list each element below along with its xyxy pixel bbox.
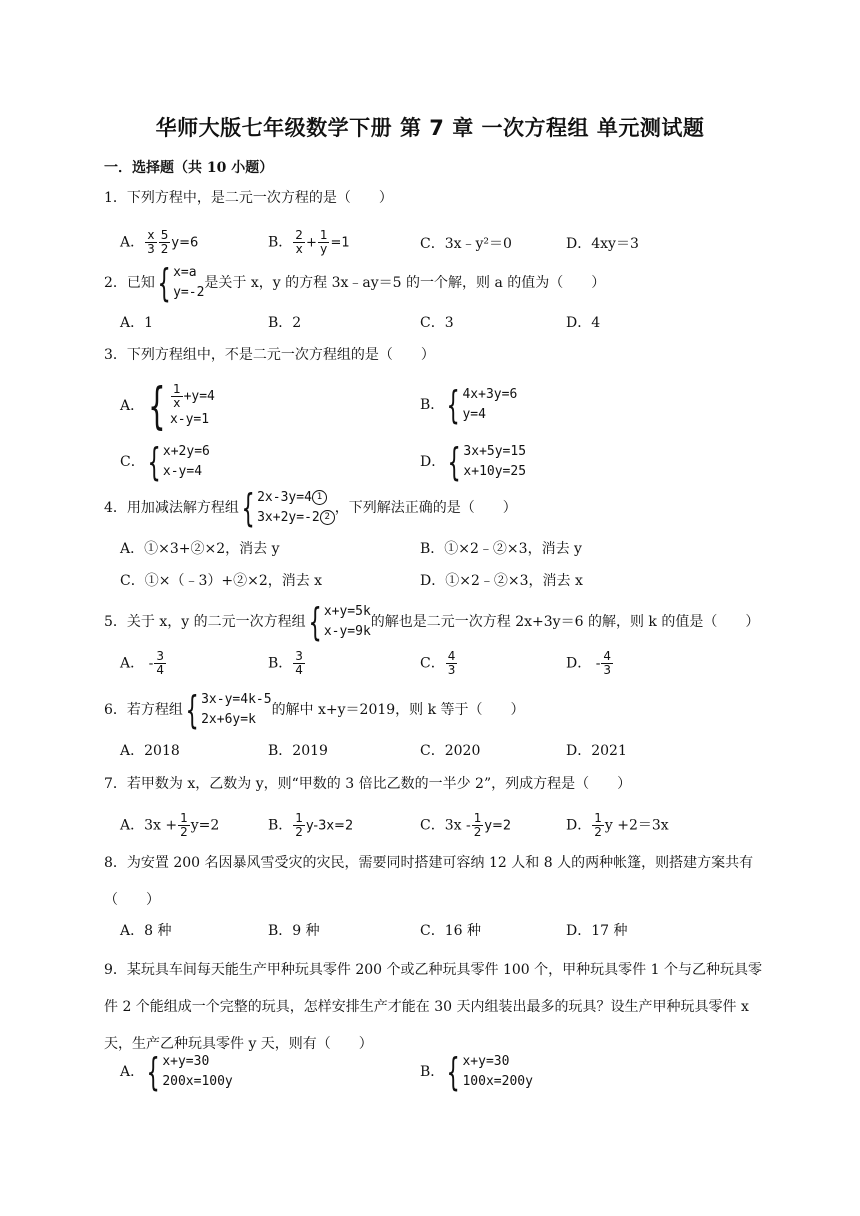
fraction: $\frac{1}{2}$ bbox=[295, 811, 303, 839]
q6-option-a: A．2018 bbox=[120, 743, 180, 759]
page-title: 华师大版七年级数学下册 第 7 章 一次方程组 单元测试题 bbox=[155, 116, 705, 140]
q3-option-a: A． { $\frac{1}{x}$ +y=4 x-y=1 bbox=[120, 377, 215, 435]
q8-option-d: D．17 种 bbox=[566, 923, 628, 939]
q6-option-d: D．2021 bbox=[566, 743, 627, 759]
fraction: $\frac{4}{3}$ bbox=[603, 649, 612, 677]
q4-option-d: D．①×2﹣②×3，消去 x bbox=[420, 573, 583, 589]
q3-option-c: C． { x+2y=6 x-y=4 bbox=[120, 440, 210, 484]
circled-number: 1 bbox=[312, 490, 327, 505]
equation-system: { 3x-y=4k-5 2x+6y=k bbox=[185, 688, 272, 732]
question-8: 8．为安置 200 名因暴风雪受灾的灾民，需要同时搭建可容纳 12 人和 8 人的两种帐篷，则搭建方案共有（ ） bbox=[104, 855, 754, 908]
question-9: 9．某玩具车间每天能生产甲种玩具零件 200 个或乙种玩具零件 100 个，甲种玩具零件 1 个与乙种玩具零件 2 个能组成一个完整的玩具，怎样安排生产才能在 30 天内组装出最多的玩具？设生产甲种玩具零件 x 天，生产乙种玩具零件 y 天，则有（ ） bbox=[104, 962, 762, 1052]
q5-option-a: A． - $\frac{3}{4}$ bbox=[120, 649, 164, 677]
q3-option-d: D． { 3x+5y=15 x+10y=25 bbox=[420, 440, 527, 484]
q1-option-a: A． $\frac{x}{3}$ $\frac{5}{2}$ y=6 bbox=[120, 228, 199, 256]
equation-system: { x+y=30 200x=100y bbox=[146, 1050, 233, 1094]
fraction: $\frac{5}{2}$ bbox=[160, 228, 169, 256]
equation-system: { x+2y=6 x-y=4 bbox=[147, 440, 210, 484]
equation-system: { x=a y=-2 bbox=[157, 261, 205, 305]
fraction: $\frac{1}{2}$ bbox=[473, 811, 482, 839]
q2-option-a: A．1 bbox=[120, 315, 154, 331]
question-7: 7．若甲数为 x，乙数为 y，则“甲数的 3 倍比乙数的一半少 2”，列成方程是（ ） bbox=[104, 776, 632, 792]
equation-system: { x+y=5k x-y=9k bbox=[308, 600, 371, 644]
q5-option-b: B． $\frac{3}{4}$ bbox=[268, 649, 303, 677]
q8-option-c: C．16 种 bbox=[420, 923, 481, 939]
equation-system: { 2x-3y=4 1 3x+2y=-2 2 bbox=[239, 488, 335, 528]
question-number: 1． bbox=[104, 190, 127, 206]
q4-option-c: C．①×（﹣3）+②×2，消去 x bbox=[120, 573, 323, 589]
question-1 bbox=[104, 188, 393, 208]
q7-option-a: A．3x + $\frac{1}{2}$ y=2 bbox=[120, 811, 220, 839]
question-4: 4．用加减法解方程组 { 2x-3y=4 1 3x+2y=-2 2 ，下列解法正确的是（ ） bbox=[104, 486, 517, 530]
q1-option-b: B． $\frac{2}{x}$ + $\frac{1}{y}$ =1 bbox=[268, 228, 350, 256]
fraction: $\frac{x}{3}$ bbox=[147, 228, 155, 256]
question-3: 3．下列方程组中，不是二元一次方程组的是（ ） bbox=[104, 347, 435, 363]
q6-option-b: B．2019 bbox=[268, 743, 328, 759]
fraction: $\frac{4}{3}$ bbox=[447, 649, 456, 677]
q2-option-d: D．4 bbox=[566, 315, 601, 331]
fraction: $\frac{1}{y}$ bbox=[319, 228, 328, 256]
fraction: $\frac{2}{x}$ bbox=[295, 228, 303, 256]
q5-option-c: C． $\frac{4}{3}$ bbox=[420, 649, 456, 677]
question-text: 下列方程中，是二元一次方程的是（ ） bbox=[126, 190, 393, 206]
section-heading: 一．选择题（共 10 小题） bbox=[104, 160, 274, 176]
q7-option-b: B． $\frac{1}{2}$ y-3x=2 bbox=[268, 811, 354, 839]
question-2: 2．已知 { x=a y=-2 是关于 x，y 的方程 3x﹣ay＝5 的一个解，则 a 的值为（ ） bbox=[104, 261, 606, 305]
q1-option-c: C．3x﹣y²＝0 bbox=[420, 236, 512, 252]
q7-option-d: D． $\frac{1}{2}$ y +2＝3x bbox=[566, 811, 669, 839]
fraction: $\frac{3}{4}$ bbox=[295, 649, 303, 677]
fraction: $\frac{1}{x}$ bbox=[172, 381, 181, 410]
q9-option-b: B． { x+y=30 100x=200y bbox=[420, 1050, 533, 1094]
q4-option-b: B．①×2﹣②×3，消去 y bbox=[420, 541, 582, 557]
question-5: 5．关于 x，y 的二元一次方程组 { x+y=5k x-y=9k 的解也是二元一次方程 2x+3y＝6 的解，则 k 的值是（ ） bbox=[104, 600, 760, 644]
q4-option-a: A．①×3+②×2，消去 y bbox=[120, 541, 280, 557]
fraction: $\frac{1}{2}$ bbox=[594, 811, 602, 839]
equation-system: { 4x+3y=6 y=4 bbox=[446, 383, 518, 427]
q5-option-d: D． - $\frac{4}{3}$ bbox=[566, 649, 612, 677]
q6-option-c: C．2020 bbox=[420, 743, 481, 759]
q8-option-b: B．9 种 bbox=[268, 923, 320, 939]
q7-option-c: C．3x - $\frac{1}{2}$ y=2 bbox=[420, 811, 512, 839]
equation-system: { $\frac{1}{x}$ +y=4 x-y=1 bbox=[148, 377, 215, 435]
q9-option-a: A． { x+y=30 200x=100y bbox=[120, 1050, 233, 1094]
q8-option-a: A．8 种 bbox=[120, 923, 172, 939]
q1-option-d: D．4xy＝3 bbox=[566, 236, 639, 252]
q2-option-b: B．2 bbox=[268, 315, 302, 331]
fraction: $\frac{1}{2}$ bbox=[180, 811, 188, 839]
q2-option-c: C．3 bbox=[420, 315, 454, 331]
equation-system: { x+y=30 100x=200y bbox=[446, 1050, 533, 1094]
question-6: 6．若方程组 { 3x-y=4k-5 2x+6y=k 的解中 x+y＝2019，则 k 等于（ ） bbox=[104, 688, 525, 732]
fraction: $\frac{3}{4}$ bbox=[156, 649, 164, 677]
q3-option-b: B． { 4x+3y=6 y=4 bbox=[420, 383, 518, 427]
equation-system: { 3x+5y=15 x+10y=25 bbox=[447, 440, 527, 484]
circled-number: 2 bbox=[320, 510, 335, 525]
